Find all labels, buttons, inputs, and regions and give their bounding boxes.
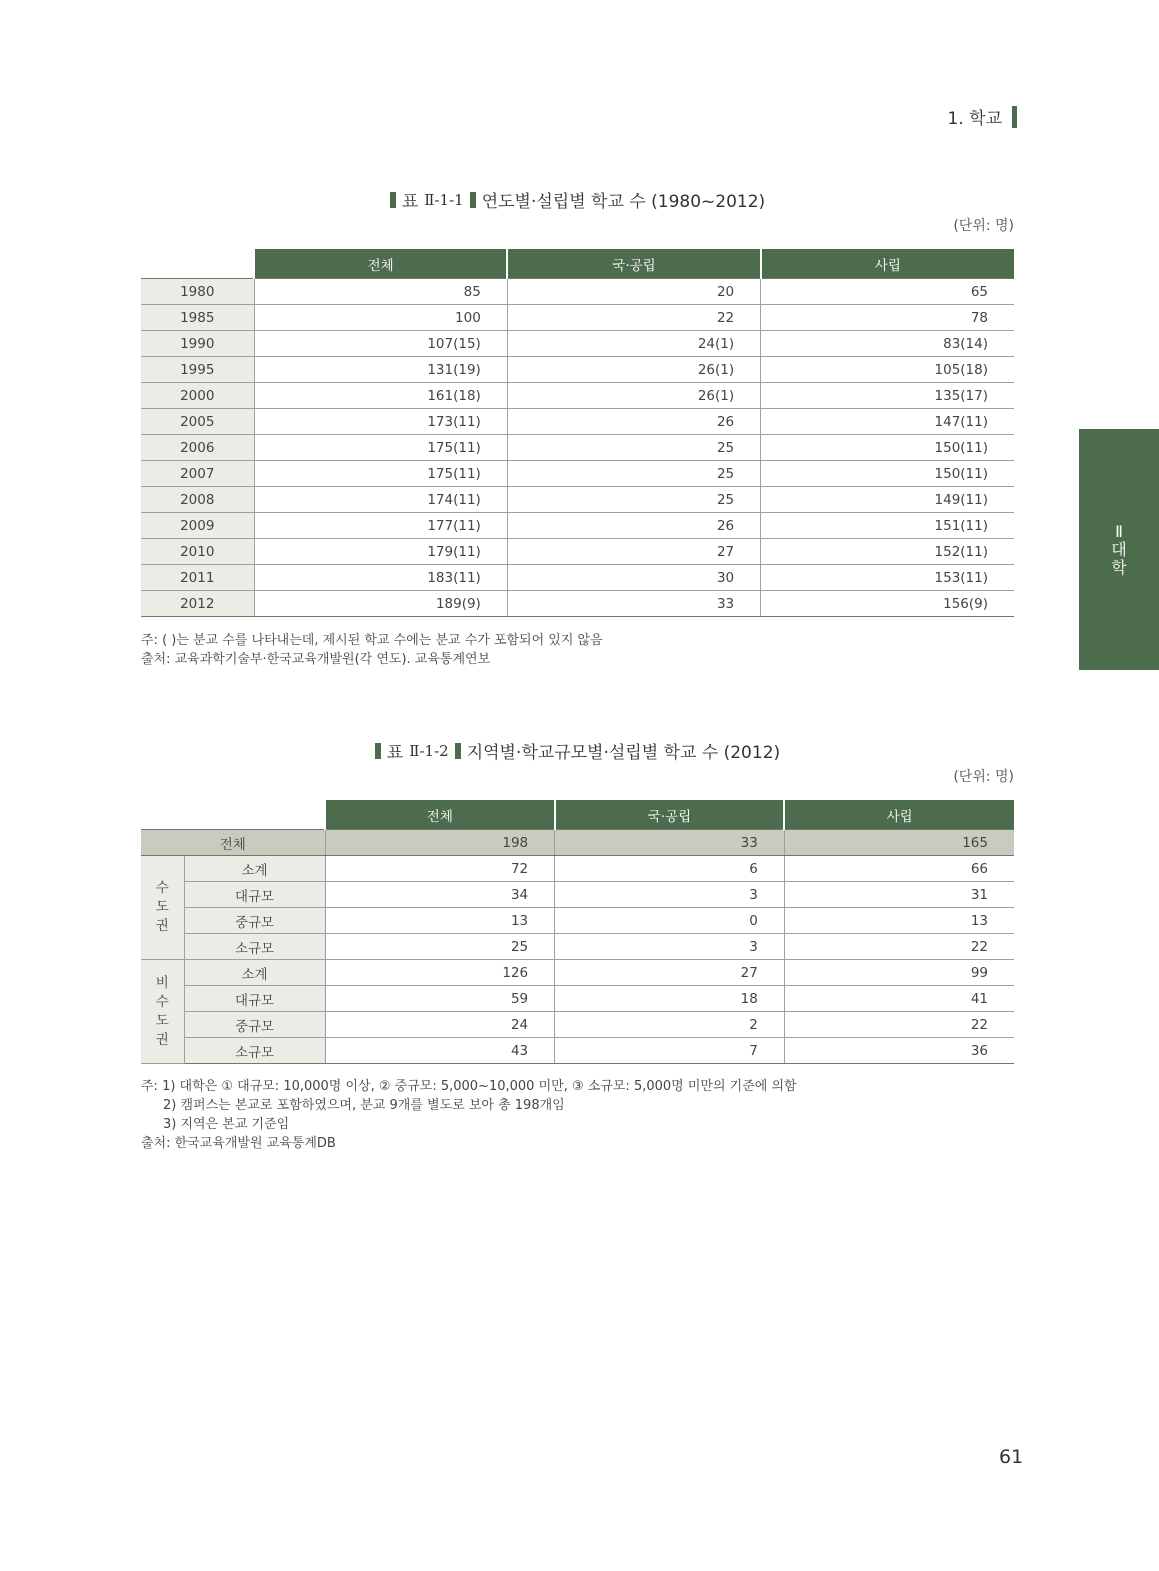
private-cell: 151(11)	[761, 513, 1014, 539]
table1-caption	[141, 187, 1014, 212]
total-cell: 107(15)	[254, 331, 507, 357]
size-label: 대규모	[184, 882, 325, 908]
table-row	[141, 487, 1014, 513]
table1	[141, 249, 1014, 617]
private-cell: 135(17)	[761, 383, 1014, 409]
table-row	[141, 934, 1014, 960]
public-cell: 26(1)	[507, 383, 760, 409]
total-cell: 189(9)	[254, 591, 507, 617]
public-cell: 25	[507, 487, 760, 513]
public-cell: 26(1)	[507, 357, 760, 383]
total-cell: 85	[254, 279, 507, 305]
source-line: 출처: 교육과학기술부·한국교육개발원(각 연도). 교육통계연보	[141, 652, 491, 667]
caption-marker	[470, 192, 476, 208]
year-cell: 2005	[141, 409, 254, 435]
region-char: 도	[155, 1012, 169, 1029]
private-cell: 150(11)	[761, 435, 1014, 461]
private-cell: 41	[784, 986, 1014, 1012]
year-cell: 2012	[141, 591, 254, 617]
total-cell: 100	[254, 305, 507, 331]
public-cell: 2	[555, 1012, 785, 1038]
total-cell: 174(11)	[254, 487, 507, 513]
table-row	[141, 539, 1014, 565]
private-cell: 156(9)	[761, 591, 1014, 617]
table-row	[141, 856, 1014, 882]
public-cell: 33	[555, 830, 785, 856]
private-cell: 147(11)	[761, 409, 1014, 435]
table-row	[141, 960, 1014, 986]
note-line: 3) 지역은 본교 기준임	[163, 1117, 290, 1132]
table-row	[141, 383, 1014, 409]
private-cell: 65	[761, 279, 1014, 305]
size-label: 중규모	[184, 1012, 325, 1038]
region-cell	[141, 856, 184, 960]
table1-unit: (단위: 명)	[953, 218, 1014, 234]
total-cell: 175(11)	[254, 461, 507, 487]
table-row	[141, 435, 1014, 461]
caption-title: 연도별·설립별 학교 수 (1980~2012)	[481, 192, 766, 212]
region-char: 권	[155, 918, 169, 934]
year-cell: 1980	[141, 279, 254, 305]
table-row	[141, 513, 1014, 539]
public-cell: 27	[555, 960, 785, 986]
total-cell: 175(11)	[254, 435, 507, 461]
public-cell: 27	[507, 539, 760, 565]
running-head	[948, 104, 1017, 129]
caption-prefix: 표	[401, 192, 419, 212]
header-blank	[141, 800, 325, 830]
table-row	[141, 279, 1014, 305]
header-private: 사립	[784, 800, 1014, 830]
caption-title: 지역별·학교규모별·설립별 학교 수 (2012)	[466, 743, 781, 763]
private-cell: 66	[784, 856, 1014, 882]
public-cell: 26	[507, 409, 760, 435]
total-cell: 198	[325, 830, 555, 856]
total-cell: 34	[325, 882, 555, 908]
public-cell: 24(1)	[507, 331, 760, 357]
total-cell: 13	[325, 908, 555, 934]
private-cell: 31	[784, 882, 1014, 908]
note-line: 2) 캠퍼스는 본교로 포함하였으며, 분교 9개를 별도로 보아 총 198개임	[163, 1098, 565, 1113]
total-cell: 59	[325, 986, 555, 1012]
total-cell: 43	[325, 1038, 555, 1064]
header-blank	[141, 249, 254, 279]
total-label: 전체	[141, 830, 325, 856]
caption-number: Ⅱ-1-2	[409, 741, 449, 760]
total-cell: 183(11)	[254, 565, 507, 591]
size-label: 소규모	[184, 1038, 325, 1064]
year-cell: 1990	[141, 331, 254, 357]
year-cell: 2006	[141, 435, 254, 461]
source-line: 출처: 한국교육개발원 교육통계DB	[141, 1136, 336, 1151]
total-cell: 25	[325, 934, 555, 960]
header-public: 국·공립	[507, 249, 760, 279]
table-row	[141, 882, 1014, 908]
total-cell: 72	[325, 856, 555, 882]
side-tab-char: 대	[1111, 539, 1127, 559]
table2-notes	[141, 1077, 797, 1153]
table-row	[141, 331, 1014, 357]
total-cell: 131(19)	[254, 357, 507, 383]
private-cell: 153(11)	[761, 565, 1014, 591]
page-number: 61	[999, 1446, 1024, 1468]
public-cell: 26	[507, 513, 760, 539]
running-head-bar	[1012, 106, 1017, 128]
table-row	[141, 986, 1014, 1012]
region-char: 수	[155, 993, 169, 1010]
region-char: 비	[155, 974, 169, 991]
year-cell: 2000	[141, 383, 254, 409]
region-char: 권	[155, 1031, 169, 1048]
public-cell: 25	[507, 461, 760, 487]
size-label: 소계	[184, 856, 325, 882]
private-cell: 36	[784, 1038, 1014, 1064]
table-row	[141, 565, 1014, 591]
total-cell: 126	[325, 960, 555, 986]
year-cell: 1995	[141, 357, 254, 383]
table-row	[141, 908, 1014, 934]
table1-notes	[141, 631, 603, 669]
total-cell: 24	[325, 1012, 555, 1038]
table-row	[141, 357, 1014, 383]
private-cell: 149(11)	[761, 487, 1014, 513]
total-cell: 177(11)	[254, 513, 507, 539]
running-head-title: 1. 학교	[947, 109, 1002, 129]
header-total: 전체	[325, 800, 555, 830]
table-row	[141, 591, 1014, 617]
caption-marker	[375, 743, 381, 759]
public-cell: 33	[507, 591, 760, 617]
public-cell: 0	[555, 908, 785, 934]
header-public: 국·공립	[555, 800, 785, 830]
note-line: 주: 1) 대학은 ① 대규모: 10,000명 이상, ② 중규모: 5,000~10,000 미만, ③ 소규모: 5,000명 미만의 기준에 의함	[141, 1079, 797, 1094]
caption-marker	[455, 743, 461, 759]
private-cell: 165	[784, 830, 1014, 856]
year-cell: 2007	[141, 461, 254, 487]
public-cell: 25	[507, 435, 760, 461]
public-cell: 6	[555, 856, 785, 882]
table-row	[141, 305, 1014, 331]
table2	[141, 800, 1014, 1064]
caption-marker	[390, 192, 396, 208]
table2-caption	[141, 738, 1014, 763]
table2-unit: (단위: 명)	[953, 769, 1014, 785]
private-cell: 22	[784, 934, 1014, 960]
table-row	[141, 409, 1014, 435]
year-cell: 1985	[141, 305, 254, 331]
size-label: 대규모	[184, 986, 325, 1012]
region-char: 수	[155, 880, 169, 896]
private-cell: 150(11)	[761, 461, 1014, 487]
header-total: 전체	[254, 249, 507, 279]
region-char: 도	[155, 899, 169, 915]
table2-body	[141, 830, 1014, 1064]
total-cell: 179(11)	[254, 539, 507, 565]
header-private: 사립	[761, 249, 1014, 279]
caption-number: Ⅱ-1-1	[424, 190, 464, 209]
chapter-side-tab	[1079, 429, 1159, 670]
caption-prefix: 표	[386, 743, 404, 763]
public-cell: 30	[507, 565, 760, 591]
public-cell: 7	[555, 1038, 785, 1064]
private-cell: 13	[784, 908, 1014, 934]
private-cell: 22	[784, 1012, 1014, 1038]
private-cell: 105(18)	[761, 357, 1014, 383]
region-cell	[141, 960, 184, 1064]
year-cell: 2011	[141, 565, 254, 591]
year-cell: 2010	[141, 539, 254, 565]
private-cell: 99	[784, 960, 1014, 986]
public-cell: 20	[507, 279, 760, 305]
total-row	[141, 830, 1014, 856]
side-tab-roman: Ⅱ	[1115, 521, 1123, 541]
size-label: 소규모	[184, 934, 325, 960]
public-cell: 3	[555, 882, 785, 908]
total-cell: 161(18)	[254, 383, 507, 409]
size-label: 중규모	[184, 908, 325, 934]
table-row	[141, 1038, 1014, 1064]
table1-body	[141, 279, 1014, 617]
side-tab-char: 학	[1111, 557, 1127, 577]
size-label: 소계	[184, 960, 325, 986]
total-cell: 173(11)	[254, 409, 507, 435]
year-cell: 2008	[141, 487, 254, 513]
private-cell: 83(14)	[761, 331, 1014, 357]
private-cell: 152(11)	[761, 539, 1014, 565]
table-row	[141, 1012, 1014, 1038]
private-cell: 78	[761, 305, 1014, 331]
public-cell: 3	[555, 934, 785, 960]
year-cell: 2009	[141, 513, 254, 539]
table-row	[141, 461, 1014, 487]
public-cell: 22	[507, 305, 760, 331]
public-cell: 18	[555, 986, 785, 1012]
note-line: 주: ( )는 분교 수를 나타내는데, 제시된 학교 수에는 분교 수가 포함되어 있지 않음	[141, 633, 603, 648]
